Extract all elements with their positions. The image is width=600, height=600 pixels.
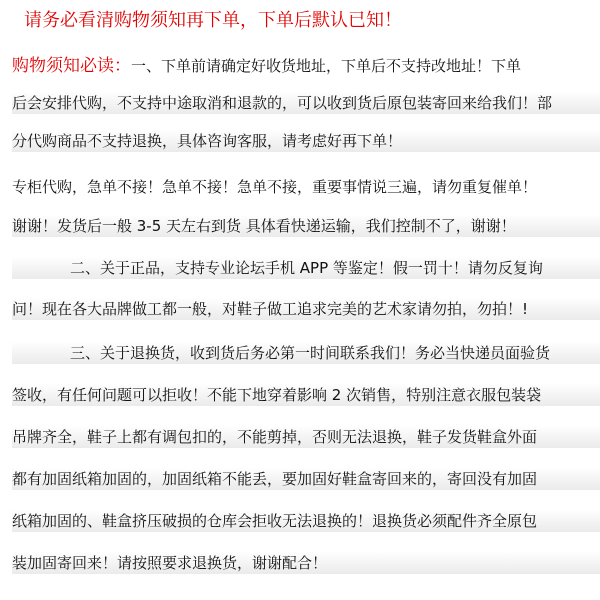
notice-text: 装加固寄回来！请按照要求退换货，谢谢配合！ xyxy=(12,554,328,572)
notice-line-10 xyxy=(12,426,600,448)
notice-text: 一、下单前请确定好收货地址，下单后不支持改地址！下单 xyxy=(131,57,522,75)
notice-line-2 xyxy=(12,92,600,114)
notice-label: 购物须知必读： xyxy=(12,56,131,76)
notice-text: 吊牌齐全，鞋子上都有调包扣的，不能剪掉，否则无法退换，鞋子发货鞋盒外面 xyxy=(12,428,538,446)
notice-line-4 xyxy=(12,176,600,198)
notice-line-8 xyxy=(12,342,600,364)
notice-text: 后会安排代购，不支持中途取消和退款的，可以收到货后原包装寄回来给我们！部 xyxy=(12,94,553,112)
notice-text: 三、关于退换货，收到货后务必第一时间联系我们！务必当快递员面验货 xyxy=(70,344,551,362)
notice-line-11 xyxy=(12,468,600,490)
notice-line-6 xyxy=(12,257,600,279)
notice-line-12 xyxy=(12,510,600,532)
notice-line-7 xyxy=(12,298,600,320)
notice-line-5 xyxy=(12,215,600,237)
notice-text: 都有加固纸箱加固的，加固纸箱不能丢，要加固好鞋盒寄回来的，寄回没有加固 xyxy=(12,470,538,488)
notice-line-13 xyxy=(12,552,600,574)
notice-text: 纸箱加固的、鞋盒挤压破损的仓库会拒收无法退换的！退换货必须配件齐全原包 xyxy=(12,512,538,530)
notice-text: 问！现在各大品牌做工都一般，对鞋子做工追求完美的艺术家请勿拍，勿拍！! xyxy=(12,300,529,318)
notice-text: 谢谢！发货后一般 3-5 天左右到货 具体看快递运输，我们控制不了，谢谢！ xyxy=(12,217,516,235)
notice-line-3 xyxy=(12,130,600,152)
page-title: 请务必看清购物须知再下单，下单后默认已知！ xyxy=(24,10,402,31)
notice-line-1 xyxy=(12,55,600,77)
notice-text: 专柜代购，急单不接！急单不接！急单不接，重要事情说三遍，请勿重复催单！ xyxy=(12,178,538,196)
notice-line-9 xyxy=(12,384,600,406)
notice-text: 分代购商品不支持退换，具体咨询客服，请考虑好再下单！ xyxy=(12,132,403,150)
notice-text: 签收，有任何问题可以拒收！不能下地穿着影响 2 次销售，特别注意衣服包装袋 xyxy=(12,386,542,404)
notice-text: 二、关于正品，支持专业论坛手机 APP 等鉴定！假一罚十！请勿反复询 xyxy=(70,259,543,277)
